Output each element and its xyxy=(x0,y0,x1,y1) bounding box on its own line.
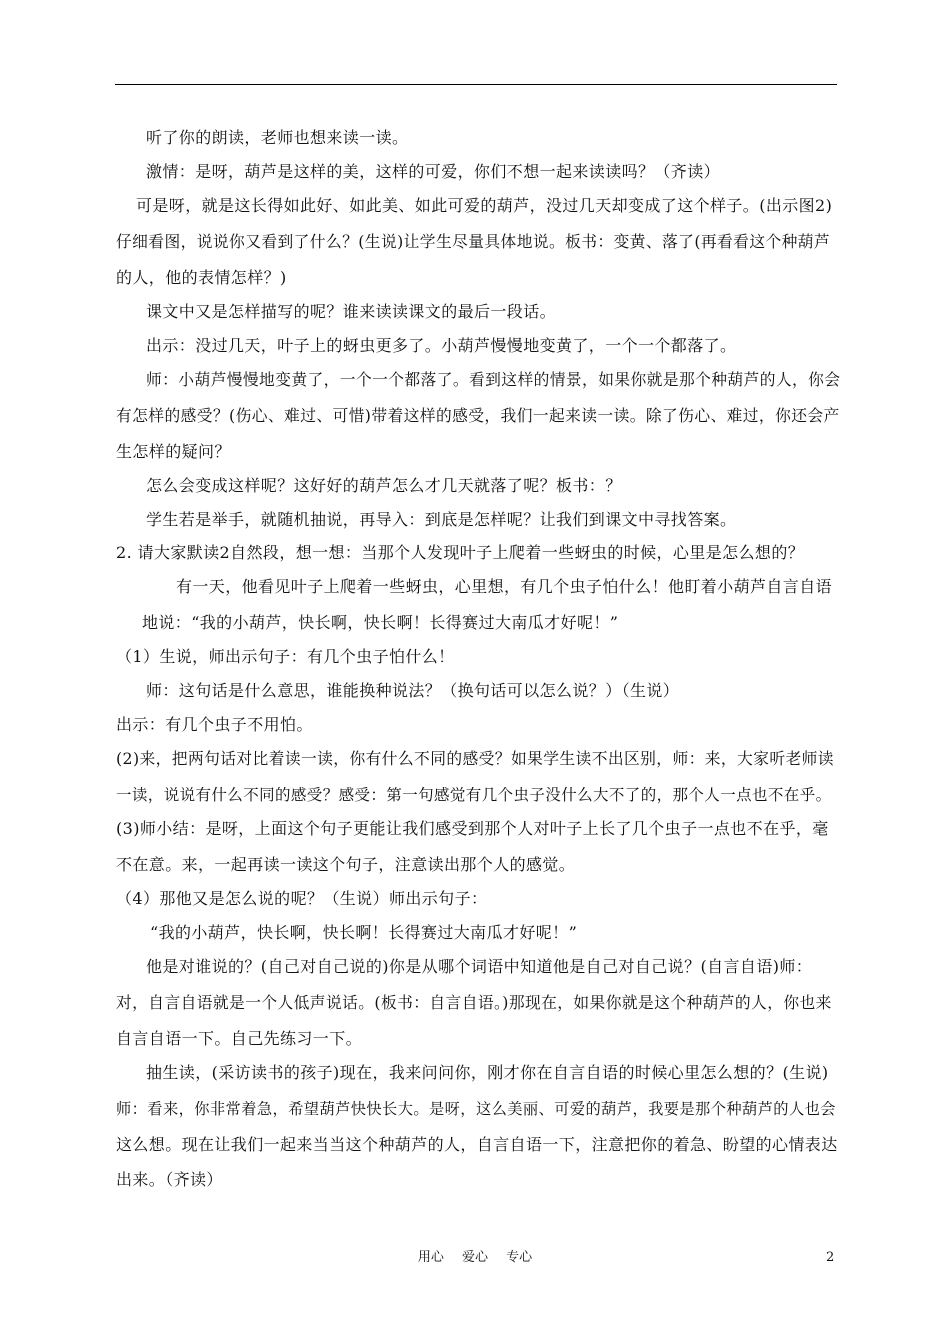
text-line: 出来。（齐读） xyxy=(116,1170,223,1189)
text-line: 2. 请大家默读2自然段，想一想：当那个人发现叶子上爬着一些蚜虫的时候，心里是怎么想的？ xyxy=(116,543,805,562)
text-line: “我的小葫芦，快长啊，快长啊！长得赛过大南瓜才好呢！” xyxy=(150,923,578,942)
text-line: (2)来，把两句话对比着读一读，你有什么不同的感受？如果学生读不出区别，师：来，大家听老师读 xyxy=(116,749,834,768)
text-line: 地说：“我的小葫芦，快长啊，快长啊！长得赛过大南瓜才好呢！” xyxy=(142,613,619,632)
text-line: 可是呀，就是这长得如此好、如此美、如此可爱的葫芦，没过几天却变成了这个样子。(出示图2) xyxy=(136,196,833,215)
text-line: 仔细看图，说说你又看到了什么？(生说)让学生尽量具体地说。板书：变黄、落了(再看看这个种葫芦 xyxy=(116,232,831,251)
text-line: 师：小葫芦慢慢地变黄了，一个一个都落了。看到这样的情景，如果你就是那个种葫芦的人，你会 xyxy=(146,370,841,389)
footer-motto: 用心 爱心 专心 xyxy=(417,1250,533,1265)
text-line: 的人，他的表情怎样？) xyxy=(116,268,287,287)
text-line: 有怎样的感受？(伤心、难过、可惜)带着这样的感受，我们一起来读一读。除了伤心、难过，你还会产 xyxy=(116,406,840,425)
text-line: (3)师小结：是呀，上面这个句子更能让我们感受到那个人对叶子上长了几个虫子一点也不在乎，毫 xyxy=(116,819,829,838)
text-line: 学生若是举手，就随机抽说，再导入：到底是怎样呢？让我们到课文中寻找答案。 xyxy=(146,510,737,529)
text-line: 听了你的朗读，老师也想来读一读。 xyxy=(146,128,409,147)
text-line: 对，自言自语就是一个人低声说话。(板书：自言自语。)那现在，如果你就是这个种葫芦的人，你也来 xyxy=(116,993,832,1012)
text-line: 激情：是呀，葫芦是这样的美，这样的可爱，你们不想一起来读读吗？（齐读） xyxy=(146,162,721,181)
text-line: 生怎样的疑问？ xyxy=(116,442,231,461)
page-number: 2 xyxy=(826,1250,835,1265)
text-line: 一读，说说有什么不同的感受？感受：第一句感觉有几个虫子没什么大不了的，那个人一点也不在乎。 xyxy=(116,786,832,804)
text-line: 师：看来，你非常着急，希望葫芦快快长大。是呀，这么美丽、可爱的葫芦，我要是那个种葫芦的人也会 xyxy=(116,1100,836,1118)
text-line: 有一天，他看见叶子上爬着一些蚜虫，心里想，有几个虫子怕什么！他盯着小葫芦自言自语 xyxy=(176,577,833,596)
text-line: 他是对谁说的？(自己对自己说的)你是从哪个词语中知道他是自己对自己说？(自言自语)师： xyxy=(146,957,813,976)
text-line: （4）那他又是怎么说的呢？（生说）师出示句子： xyxy=(116,889,488,908)
text-line: （1）生说，师出示句子：有几个虫子怕什么！ xyxy=(116,647,455,666)
text-line: 怎么会变成这样呢？这好好的葫芦怎么才几天就落了呢？板书：？ xyxy=(146,476,622,495)
text-line: 不在意。来，一起再读一读这个句子，注意读出那个人的感觉。 xyxy=(116,855,576,874)
text-line: 师：这句话是什么意思，谁能换种说法？（换句话可以怎么说？）（生说） xyxy=(146,681,680,700)
text-line: 出示：有几个虫子不用怕。 xyxy=(116,715,313,734)
text-line: 这么想。现在让我们一起来当当这个种葫芦的人，自言自语一下，注意把你的着急、盼望的心情表达 xyxy=(116,1135,838,1154)
header-rule xyxy=(115,84,837,85)
text-line: 抽生读，(采访读书的孩子)现在，我来问问你，刚才你在自言自语的时候心里怎么想的？(生说) xyxy=(146,1063,829,1082)
text-line: 课文中又是怎样描写的呢？谁来读读课文的最后一段话。 xyxy=(146,302,557,321)
text-line: 自言自语一下。自己先练习一下。 xyxy=(116,1029,363,1048)
text-line: 出示：没过几天，叶子上的蚜虫更多了。小葫芦慢慢地变黄了，一个一个都落了。 xyxy=(146,336,737,355)
